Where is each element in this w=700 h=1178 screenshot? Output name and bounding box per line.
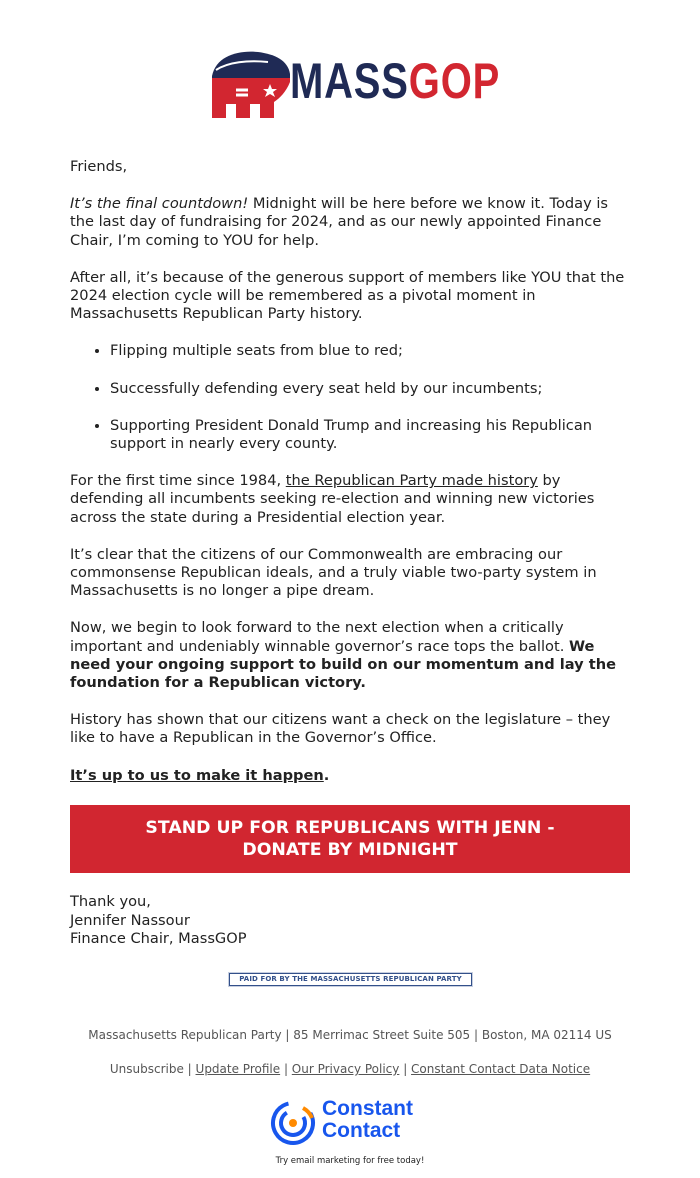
unsubscribe-link[interactable]: Unsubscribe [109,1062,184,1076]
data-notice-link[interactable]: Constant Contact Data Notice [411,1062,591,1076]
intro-paragraph: It’s the final countdown! Midnight will be here before we know it. Today is the last day of fundraising for 2024, and as our newly appointed Finance Chair, I’m coming to YOU for help. [70,195,609,249]
footer-links: Unsubscribe | Update Profile | Our Privacy Policy | Constant Contact Data Notice [109,1062,591,1076]
logo-wordmark: MASSGOP [290,53,501,109]
paid-for-disclaimer: PAID FOR BY THE MASSACHUSETTS REPUBLICAN PARTY [229,973,472,986]
signature-name: Jennifer Nassour [70,911,190,929]
update-profile-link[interactable]: Update Profile [195,1062,281,1076]
list-item: • Flipping multiple seats from blue to red; [110,342,632,360]
list-item: • Successfully defending every seat held by our incumbents; [110,380,632,398]
history-paragraph: For the first time since 1984, the Republican Party made history by defending all incumbents seeking re-election and winning new victories across the state during a Presidential election year. [70,472,595,526]
elephant-logo-icon [208,48,292,118]
make-it-happen-link[interactable]: It’s up to us to make it happen [70,766,324,784]
donate-button[interactable] [70,805,630,873]
constant-contact-icon [270,1100,316,1146]
footer-address: Massachusetts Republican Party | 85 Merrimac Street Suite 505 | Boston, MA 02114 US [88,1028,612,1042]
donate-button-line1: STAND UP FOR REPUBLICANS WITH JENN - [145,818,555,838]
constant-contact-wordmark: Constant Contact [322,1097,413,1142]
next-election-paragraph: Now, we begin to look forward to the next election when a critically important and undeniably winnable governor’s race tops the ballot. We need your ongoing support to build on our momentum and lay the foundation for a Republican victory. [70,619,617,692]
signature-thanks: Thank you, [70,893,151,910]
greeting: Friends, [70,158,128,175]
support-paragraph: After all, it’s because of the generous support of members like YOU that the 2024 election cycle will be remembered as a pivotal moment in Massachusetts Republican Party history. [70,268,625,323]
massgop-logo[interactable] [0,44,700,122]
signature [70,893,247,949]
commonwealth-paragraph: It’s clear that the citizens of our Commonwealth are embracing our commonsense Republican ideals, and a truly viable two-party system in Massachusetts is no longer a pipe dream. [70,545,597,600]
constant-contact-logo[interactable] [270,1097,440,1148]
list-item: • Supporting President Donald Trump and increasing his Republican support in nearly every county. [110,417,632,453]
email-body [70,158,632,804]
closing-line: It’s up to us to make it happen. [70,766,330,784]
privacy-policy-link[interactable]: Our Privacy Policy [291,1062,400,1076]
donate-button-line2: DONATE BY MIDNIGHT [242,840,458,860]
history-link[interactable]: the Republican Party made history [285,472,538,490]
achievements-list [70,342,632,453]
signature-title: Finance Chair, MassGOP [70,930,247,947]
constant-contact-tagline[interactable]: Try email marketing for free today! [275,1156,425,1166]
governor-paragraph: History has shown that our citizens want a check on the legislature – they like to have a Republican in the Governor’s Office. [70,711,611,747]
